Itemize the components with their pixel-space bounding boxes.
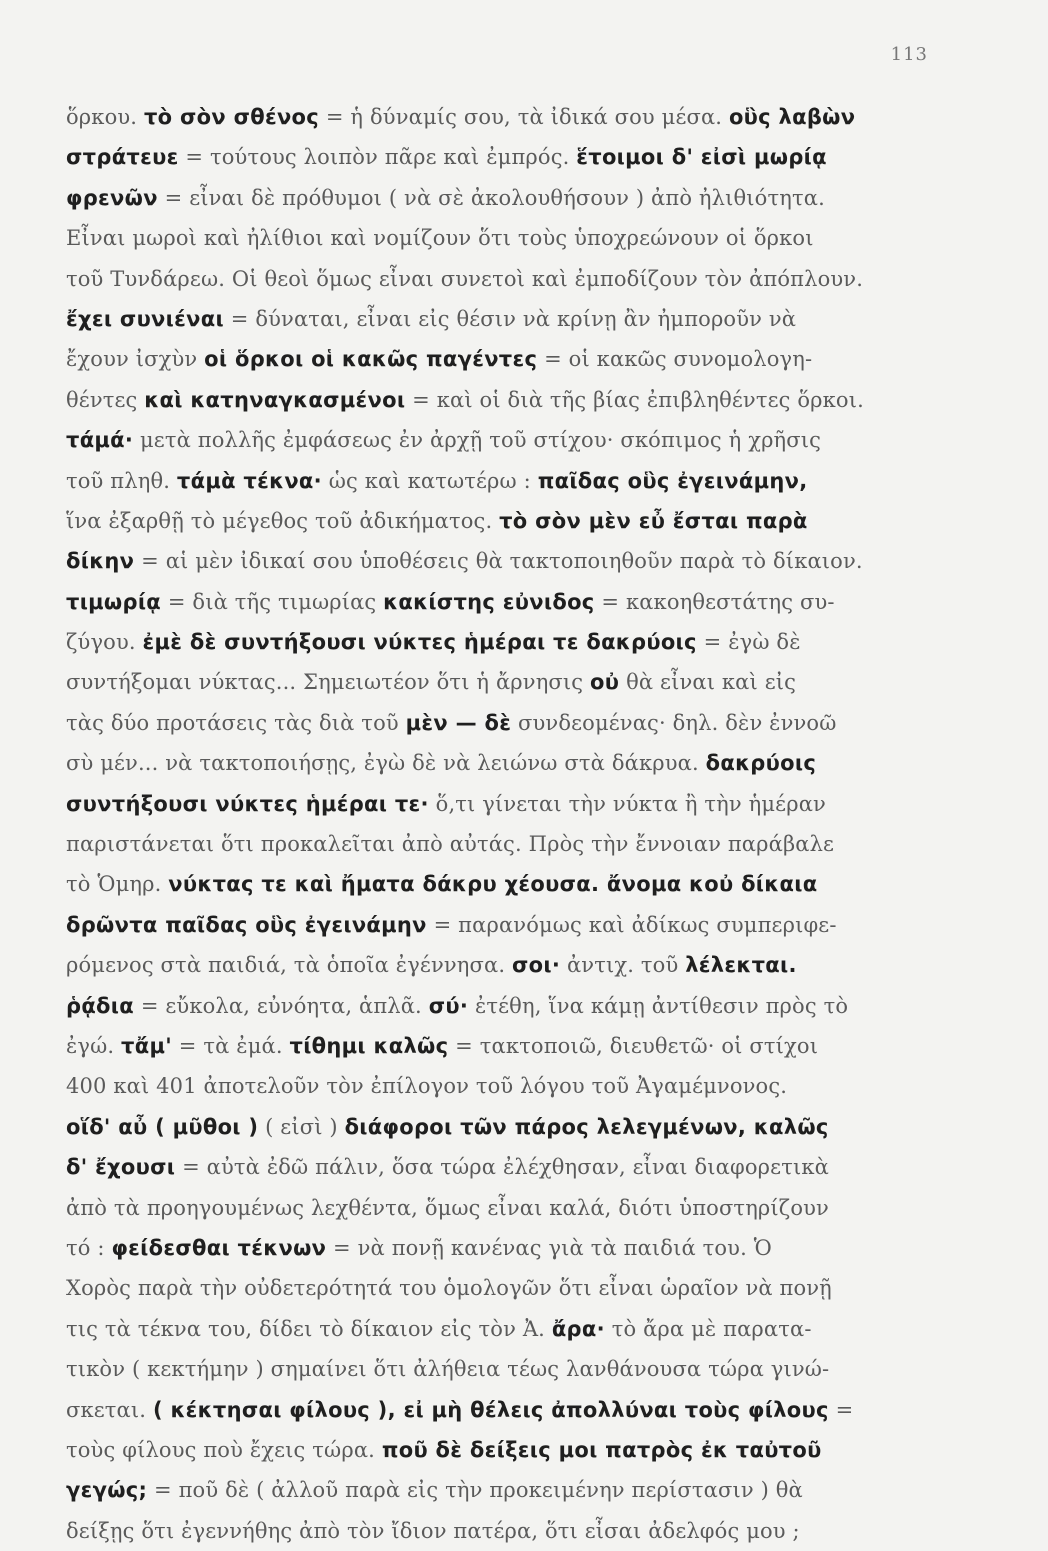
- text-line: [66, 1188, 930, 1228]
- text-line: [66, 1107, 930, 1147]
- lemma-text: οἵδ' αὖ ( μῦθοι ): [66, 1114, 259, 1139]
- gloss-text: = διὰ τῆς τιμωρίας: [161, 589, 384, 614]
- lemma-text: ποῦ δὲ δείξεις μοι πατρὸς ἐκ ταὐτοῦ: [381, 1437, 822, 1462]
- text-line: [66, 420, 930, 460]
- gloss-text: = δύναται, εἶναι εἰς θέσιν νὰ κρίνῃ ἂν ἠμποροῦν νὰ: [223, 306, 797, 331]
- text-line: [66, 864, 930, 904]
- gloss-text: ζύγου.: [66, 630, 143, 655]
- lemma-text: συντήξουσι νύκτες ἡμέραι τε·: [66, 791, 429, 816]
- text-line: [66, 178, 930, 218]
- gloss-text: παριστάνεται ὅτι προκαλεῖται ἀπὸ αὐτάς. Πρὸς τὴν ἔννοιαν παράβαλε: [66, 832, 835, 857]
- gloss-text: = καὶ οἱ διὰ τῆς βίας ἐπιβληθέντες ὅρκοι.: [405, 387, 864, 412]
- gloss-text: ἐγώ.: [66, 1033, 122, 1058]
- gloss-text: ρόμενος στὰ παιδιά, τὰ ὁποῖα ἐγέννησα.: [66, 953, 512, 978]
- gloss-text: τοῦ πληθ.: [66, 468, 177, 493]
- gloss-text: = νὰ πονῇ κανένας γιὰ τὰ παιδιά του. Ὁ: [326, 1235, 772, 1260]
- lemma-text: δ' ἔχουσι: [66, 1155, 176, 1180]
- gloss-text: 400 καὶ 401 ἀποτελοῦν τὸν ἐπίλογον τοῦ λόγου τοῦ Ἀγαμέμνονος.: [66, 1074, 788, 1099]
- lemma-text: στράτευε: [66, 145, 179, 170]
- gloss-text: ὡς καὶ κατωτέρω :: [321, 468, 538, 493]
- text-line: [66, 662, 930, 702]
- lemma-text: κακίστης εὐνιδος: [383, 589, 595, 614]
- gloss-text: τὸ Ὁμηρ.: [66, 872, 169, 897]
- text-line: [66, 1228, 930, 1268]
- text-line: [66, 1268, 930, 1308]
- gloss-text: συντήξομαι νύκτας... Σημειωτέον ὅτι ἡ ἄρνησις: [66, 670, 591, 695]
- text-line: [66, 218, 930, 258]
- gloss-text: ἔχουν ἰσχὺν: [66, 347, 205, 372]
- lemma-text: λέλεκται.: [685, 953, 797, 978]
- lemma-text: παῖδας οὓς ἐγεινάμην,: [537, 468, 808, 493]
- commentary-text: [66, 97, 930, 1551]
- gloss-text: = οἱ κακῶς συνομολογη-: [537, 347, 813, 372]
- text-line: [66, 703, 930, 743]
- lemma-text: τίθημι καλῶς: [289, 1033, 449, 1058]
- gloss-text: συνδεομένας· δηλ. δὲν ἐννοῶ: [511, 710, 837, 735]
- lemma-text: δίκην: [66, 549, 135, 574]
- gloss-text: τοὺς φίλους ποὺ ἔχεις τώρα.: [66, 1437, 382, 1462]
- lemma-text: οὓς λαβὼν: [728, 105, 856, 129]
- lemma-text: σύ·: [428, 993, 469, 1018]
- lemma-text: τὸ σὸν σθένος: [143, 105, 320, 129]
- page-number: 113: [890, 44, 928, 65]
- gloss-text: τις τὰ τέκνα του, δίδει τὸ δίκαιον εἰς τὸν Ἀ.: [66, 1316, 552, 1341]
- gloss-text: τὰς δύο προτάσεις τὰς διὰ τοῦ: [66, 710, 406, 735]
- gloss-text: σὺ μέν... νὰ τακτοποιήσῃς, ἐγὼ δὲ νὰ λειώνω στὰ δάκρυα.: [66, 751, 706, 776]
- gloss-text: = τούτους λοιπὸν πᾶρε καὶ ἐμπρός.: [178, 145, 577, 170]
- gloss-text: τό :: [66, 1235, 112, 1260]
- lemma-text: δρῶντα παῖδας οὓς ἐγεινάμην: [66, 912, 427, 937]
- gloss-text: τὸ ἄρα μὲ παρατα-: [604, 1316, 812, 1341]
- gloss-text: = αὐτὰ ἐδῶ πάλιν, ὅσα τώρα ἐλέχθησαν, εἶναι διαφορετικὰ: [175, 1155, 829, 1180]
- lemma-text: τἄμ': [121, 1033, 172, 1058]
- lemma-text: μὲν — δὲ: [405, 710, 512, 735]
- text-line: [66, 461, 930, 501]
- lemma-text: φείδεσθαι τέκνων: [111, 1235, 327, 1260]
- lemma-text: φρενῶν: [66, 185, 158, 210]
- gloss-text: ἀντιχ. τοῦ: [560, 953, 686, 978]
- gloss-text: θέντες: [66, 387, 145, 412]
- gloss-text: θὰ εἶναι καὶ εἰς: [619, 670, 797, 695]
- lemma-text: νύκτας τε καὶ ἤματα δάκρυ χέουσα. ἄνομα κοὐ δίκαια: [168, 872, 818, 897]
- gloss-text: ἀπὸ τὰ προηγουμένως λεχθέντα, ὅμως εἶναι καλά, διότι ὑποστηρίζουν: [66, 1195, 829, 1220]
- text-line: [66, 1390, 930, 1430]
- lemma-text: γεγώς;: [66, 1478, 148, 1503]
- lemma-text: ἕτοιμοι δ' εἰσὶ μωρίᾳ: [576, 145, 827, 170]
- gloss-text: τοῦ Τυνδάρεω. Οἱ θεοὶ ὅμως εἶναι συνετοὶ καὶ ἐμποδίζουν τὸν ἀπόπλουν.: [66, 266, 864, 291]
- lemma-text: τάμά·: [66, 428, 134, 453]
- gloss-text: Εἶναι μωροὶ καὶ ἠλίθιοι καὶ νομίζουν ὅτι τοὺς ὑποχρεώνουν οἱ ὅρκοι: [66, 226, 814, 251]
- text-line: [66, 986, 930, 1026]
- lemma-text: δακρύοις: [705, 751, 817, 776]
- text-line: [66, 784, 930, 824]
- text-line: [66, 299, 930, 339]
- lemma-text: τάμὰ τέκνα·: [176, 468, 322, 493]
- gloss-text: ἵνα ἐξαρθῇ τὸ μέγεθος τοῦ ἀδικήματος.: [66, 508, 500, 533]
- gloss-text: = ἐγὼ δὲ: [696, 630, 801, 655]
- text-line: [66, 1026, 930, 1066]
- text-line: [66, 541, 930, 581]
- gloss-text: ἐτέθη, ἵνα κάμῃ ἀντίθεσιν πρὸς τὸ: [468, 993, 849, 1018]
- text-line: [66, 1309, 930, 1349]
- lemma-text: διάφοροι τῶν πάρος λελεγμένων, καλῶς: [344, 1114, 829, 1139]
- text-line: [66, 137, 930, 177]
- text-line: [66, 1430, 930, 1470]
- text-line: [66, 380, 930, 420]
- lemma-text: τιμωρίᾳ: [66, 589, 162, 614]
- gloss-text: ὅρκου.: [66, 105, 144, 129]
- text-line: [66, 501, 930, 541]
- gloss-text: ( εἰσὶ ): [258, 1114, 345, 1139]
- text-line: [66, 743, 930, 783]
- text-line: [66, 1511, 930, 1551]
- lemma-text: ἔχει συνιέναι: [66, 306, 224, 331]
- text-line: [66, 824, 930, 864]
- gloss-text: τικὸν ( κεκτήμην ) σημαίνει ὅτι ἀλήθεια τέως λανθάνουσα τώρα γινώ-: [66, 1357, 830, 1382]
- lemma-text: τὸ σὸν μὲν εὖ ἔσται παρὰ: [499, 508, 808, 533]
- gloss-text: σκεται.: [66, 1397, 153, 1422]
- lemma-text: ἄρα·: [551, 1316, 605, 1341]
- gloss-text: = παρανόμως καὶ ἀδίκως συμπεριφε-: [426, 912, 837, 937]
- lemma-text: οἱ ὅρκοι οἱ κακῶς παγέντες: [204, 347, 538, 372]
- gloss-text: = ἡ δύναμίς σου, τὰ ἰδικά σου μέσα.: [319, 105, 729, 129]
- text-line: [66, 339, 930, 379]
- gloss-text: = αἱ μὲν ἰδικαί σου ὑποθέσεις θὰ τακτοποιηθοῦν παρὰ τὸ δίκαιον.: [134, 549, 863, 574]
- gloss-text: = εἶναι δὲ πρόθυμοι ( νὰ σὲ ἀκολουθήσουν ) ἀπὸ ἠλιθιότητα.: [157, 185, 825, 210]
- lemma-text: ( κέκτησαι φίλους ), εἰ μὴ θέλεις ἀπολλύναι τοὺς φίλους: [152, 1397, 829, 1422]
- text-line: [66, 1470, 930, 1510]
- lemma-text: σοι·: [511, 953, 561, 978]
- gloss-text: = τὰ ἐμά.: [171, 1033, 290, 1058]
- gloss-text: ὅ,τι γίνεται τὴν νύκτα ἢ τὴν ἡμέραν: [428, 791, 826, 816]
- gloss-text: = ποῦ δὲ ( ἀλλοῦ παρὰ εἰς τὴν προκειμένην περίστασιν ) θὰ: [147, 1478, 803, 1503]
- text-line: [66, 97, 930, 137]
- lemma-text: ῥᾴδια: [66, 993, 134, 1018]
- gloss-text: Χορὸς παρὰ τὴν οὐδετερότητά του ὁμολογῶν ὅτι εἶναι ὡραῖον νὰ πονῇ: [66, 1276, 832, 1301]
- gloss-text: =: [828, 1397, 854, 1422]
- text-line: [66, 1066, 930, 1106]
- text-line: [66, 582, 930, 622]
- lemma-text: ἐμὲ δὲ συντήξουσι νύκτες ἡμέραι τε δακρύοις: [142, 630, 697, 655]
- gloss-text: μετὰ πολλῆς ἐμφάσεως ἐν ἀρχῇ τοῦ στίχου· σκόπιμος ἡ χρῆσις: [133, 428, 822, 453]
- gloss-text: = εὔκολα, εὐνόητα, ἁπλᾶ.: [134, 993, 429, 1018]
- text-line: [66, 905, 930, 945]
- gloss-text: = τακτοποιῶ, διευθετῶ· οἱ στίχοι: [448, 1033, 819, 1058]
- text-line: [66, 259, 930, 299]
- lemma-text: καὶ κατηναγκασμένοι: [144, 387, 406, 412]
- text-line: [66, 945, 930, 985]
- gloss-text: = κακοηθεστάτης συ-: [594, 589, 835, 614]
- text-line: [66, 622, 930, 662]
- lemma-text: οὐ: [590, 670, 620, 695]
- gloss-text: δείξῃς ὅτι ἐγεννήθης ἀπὸ τὸν ἴδιον πατέρα, ὅτι εἶσαι ἀδελφός μου ;: [66, 1518, 800, 1543]
- text-line: [66, 1147, 930, 1187]
- text-line: [66, 1349, 930, 1389]
